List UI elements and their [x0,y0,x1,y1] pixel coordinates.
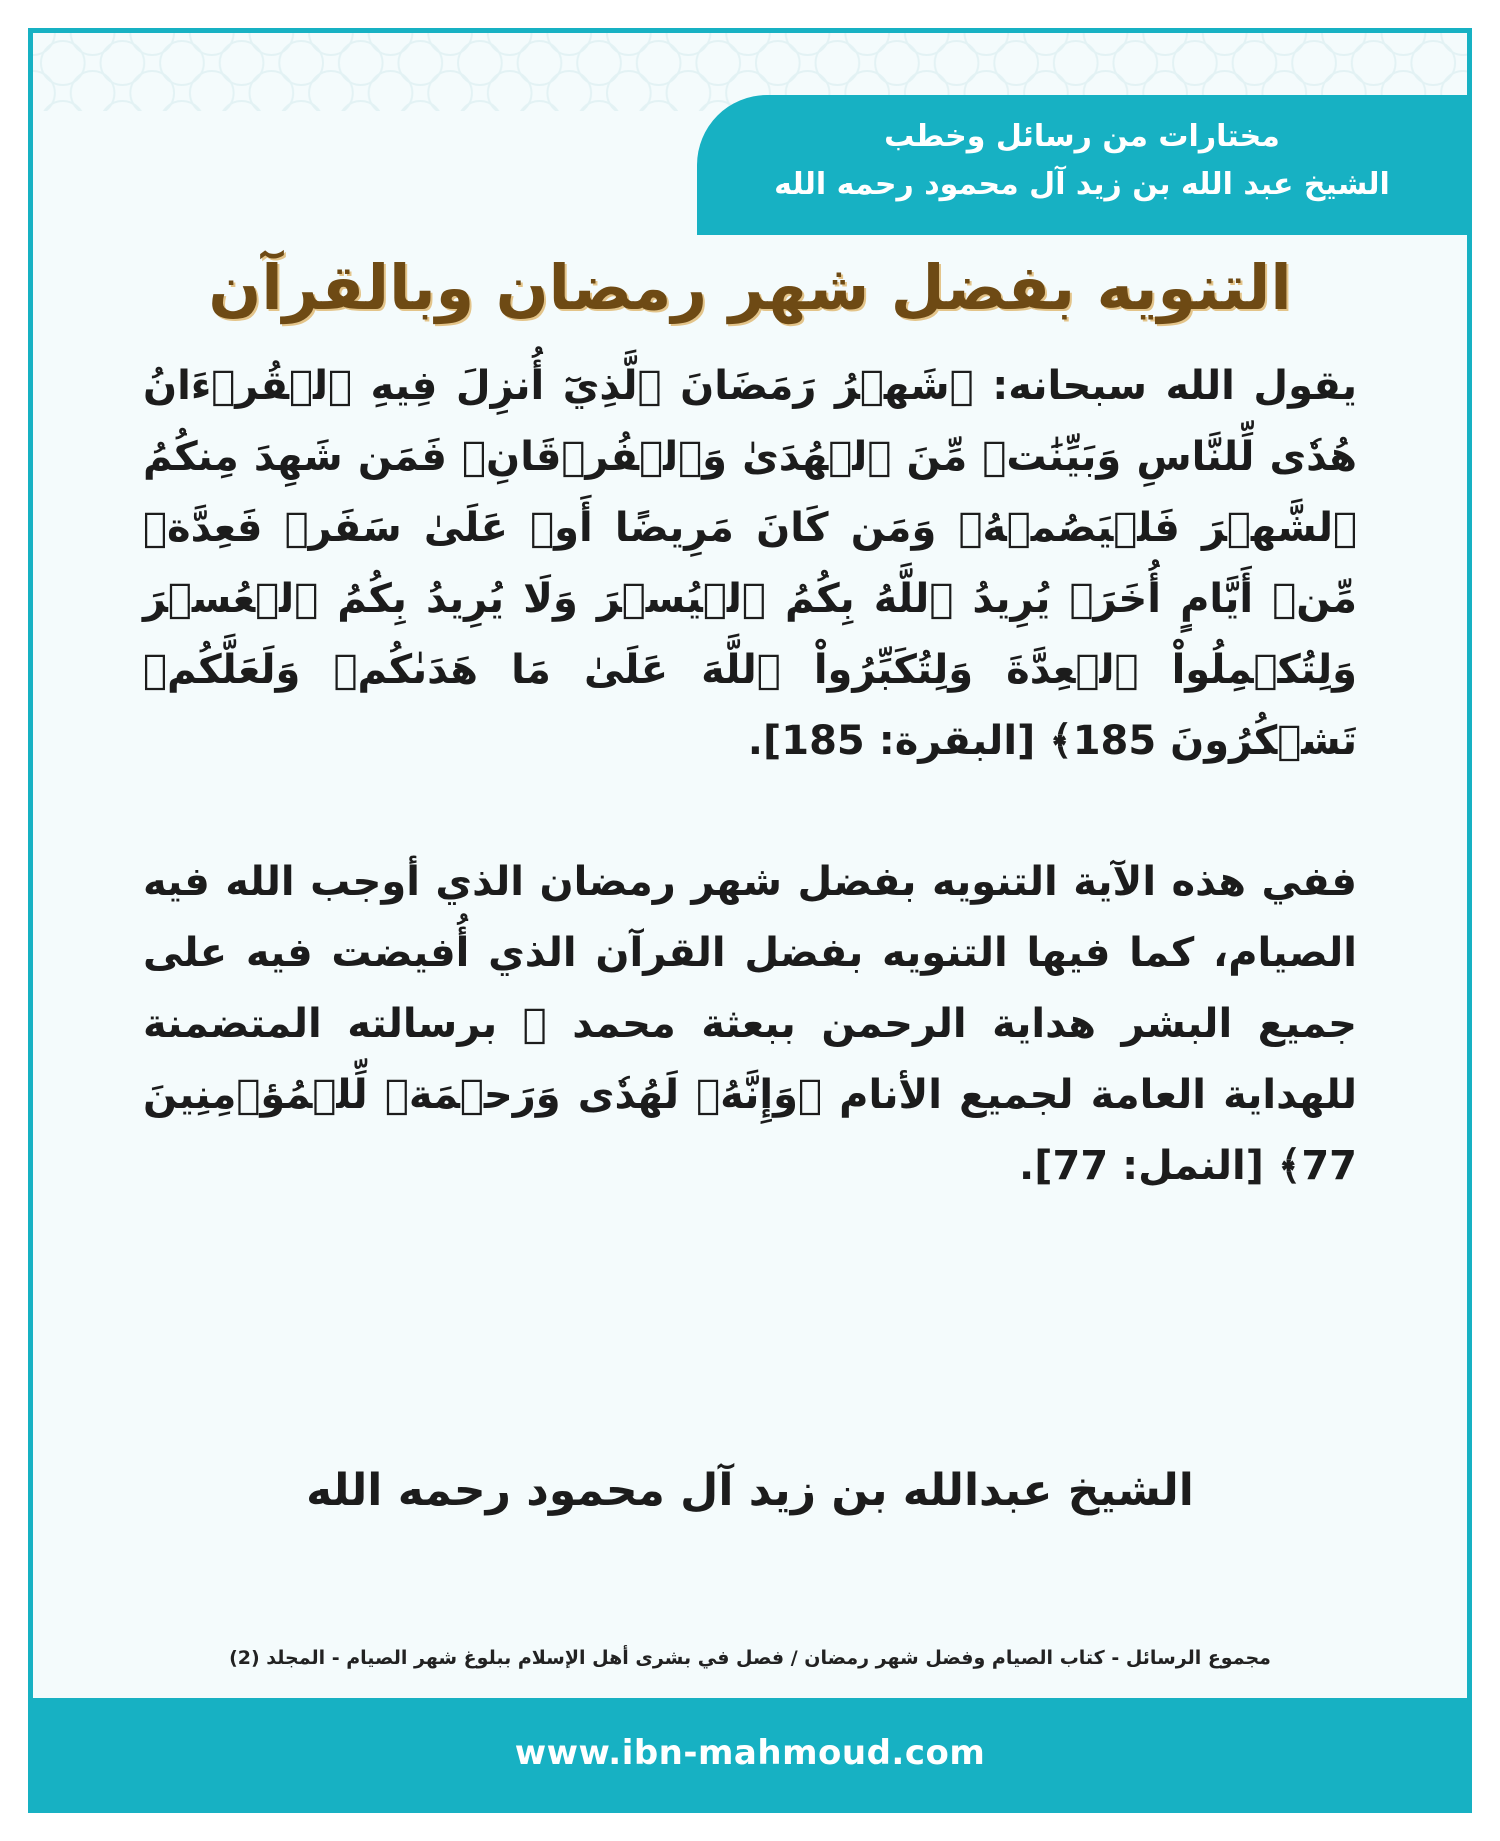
website-link[interactable]: www.ibn-mahmoud.com [514,1733,986,1773]
commentary-paragraph: ففي هذه الآية التنويه بفضل شهر رمضان الذي أوجب الله فيه الصيام، كما فيها التنويه بفضل القرآن الذي أُفيضت فيه على جميع البشر هداية الرحمن ببعثة محمد ﷺ برسالته المتضمنة للهداية العامة لجميع الأنام ﴿وَإِنَّهُۥ لَهُدٗى وَرَحۡمَةٞ لِّلۡمُؤۡمِنِينَ 77﴾ [النمل: 77]. [143,859,1357,1189]
source-reference: مجموع الرسائل - كتاب الصيام وفضل شهر رمضان / فصل في بشرى أهل الإسلام ببلوغ شهر الصيام - المجلد (2) [229,1647,1271,1669]
author-signature: الشيخ عبدالله بن زيد آل محمود رحمه الله [306,1465,1194,1516]
header-band [697,95,1467,235]
page-title: التنويه بفضل شهر رمضان وبالقرآن [208,251,1292,324]
article-body [143,351,1357,1202]
page-frame [28,28,1472,1813]
footer-band [33,1698,1467,1808]
header-subtitle: مختارات من رسائل وخطب [884,119,1280,154]
header-author: الشيخ عبد الله بن زيد آل محمود رحمه الله [774,167,1390,202]
verse-paragraph: يقول الله سبحانه: ﴿شَهۡرُ رَمَضَانَ ٱلَّذِيٓ أُنزِلَ فِيهِ ٱلۡقُرۡءَانُ هُدٗى لِّلنَّاسِ وَبَيِّنَٰتٖ مِّنَ ٱلۡهُدَىٰ وَٱلۡفُرۡقَانِۚ فَمَن شَهِدَ مِنكُمُ ٱلشَّهۡرَ فَلۡيَصُمۡهُۖ وَمَن كَانَ مَرِيضًا أَوۡ عَلَىٰ سَفَرٖ فَعِدَّةٞ مِّنۡ أَيَّامٍ أُخَرَۗ يُرِيدُ ٱللَّهُ بِكُمُ ٱلۡيُسۡرَ وَلَا يُرِيدُ بِكُمُ ٱلۡعُسۡرَ وَلِتُكۡمِلُواْ ٱلۡعِدَّةَ وَلِتُكَبِّرُواْ ٱللَّهَ عَلَىٰ مَا هَدَىٰكُمۡ وَلَعَلَّكُمۡ تَشۡكُرُونَ 185﴾ [البقرة: 185]. [143,363,1357,764]
